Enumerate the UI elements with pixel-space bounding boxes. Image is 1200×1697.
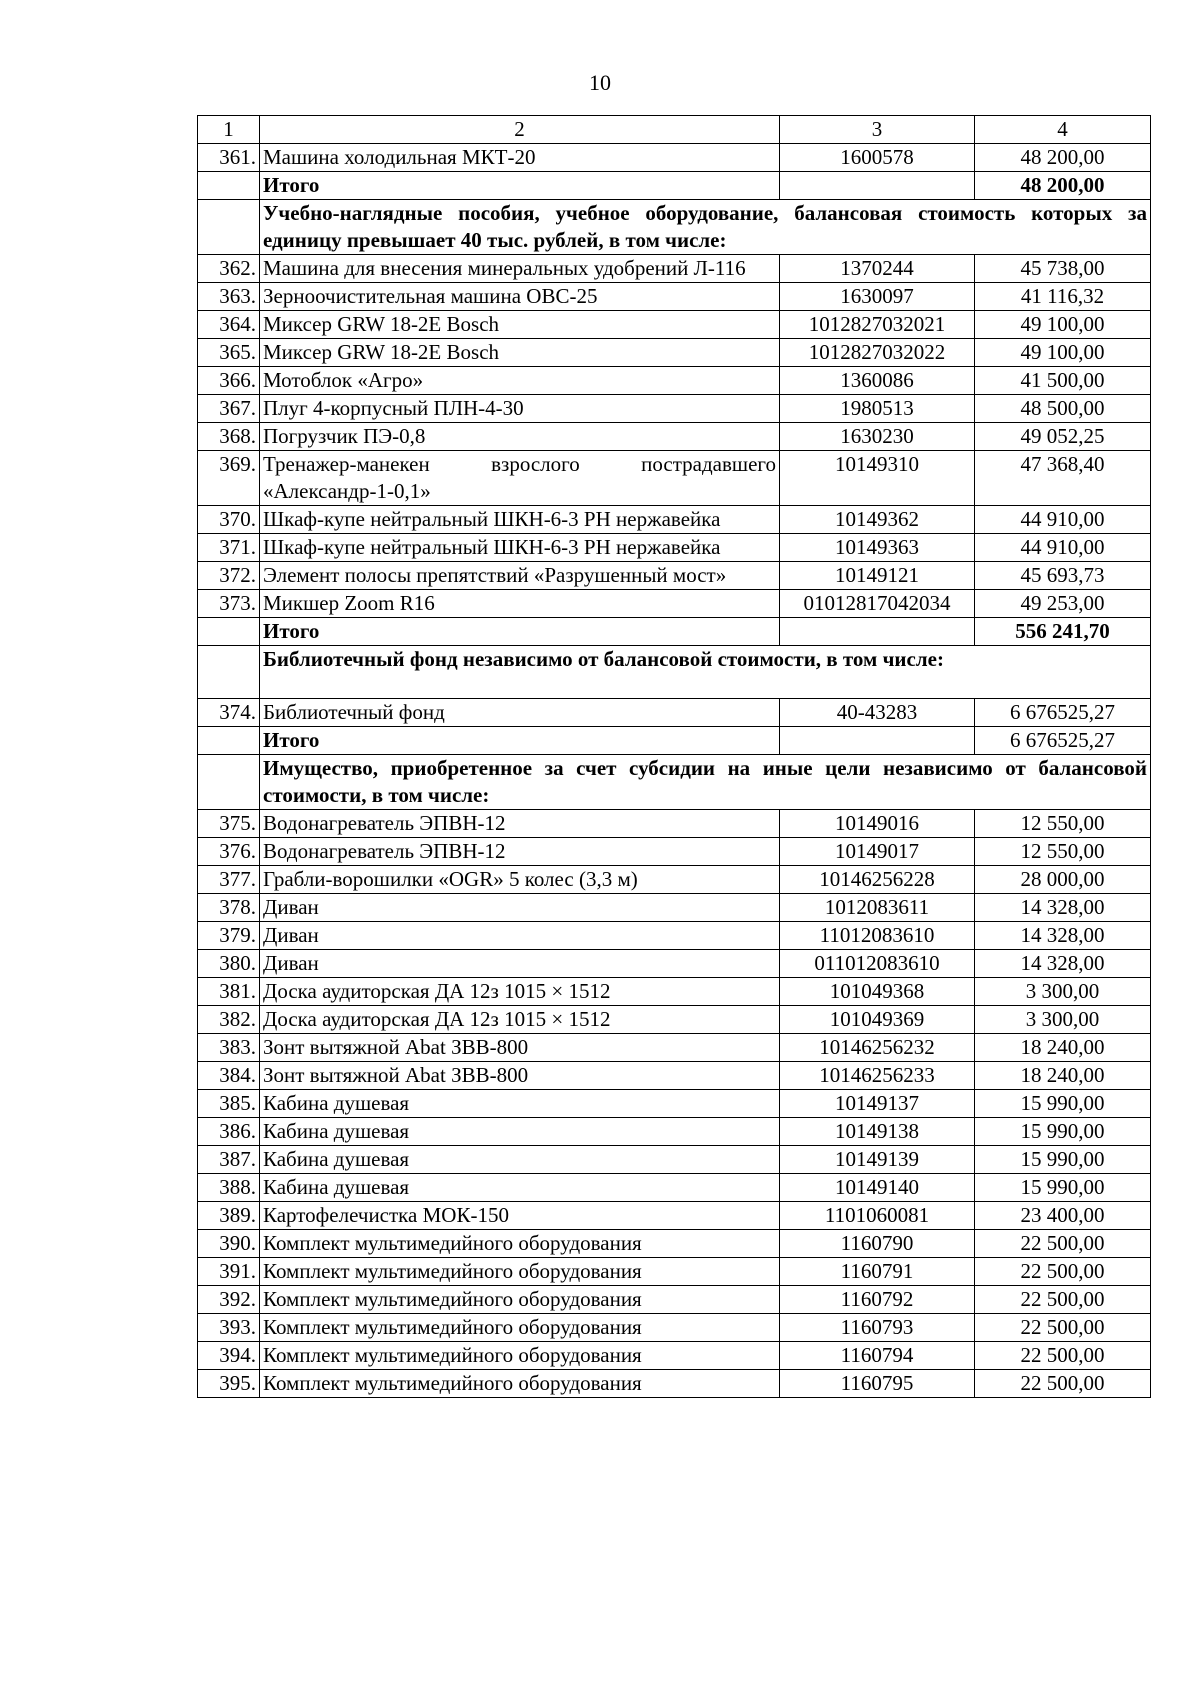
item-name: Комплект мультимедийного оборудования — [260, 1370, 780, 1398]
inventory-code: 10149140 — [780, 1174, 975, 1202]
table-row — [198, 534, 1151, 562]
row-number: 389. — [198, 1202, 260, 1230]
inventory-code: 1630097 — [780, 283, 975, 311]
inventory-code: 1600578 — [780, 144, 975, 172]
total-row — [198, 172, 1151, 200]
item-value: 18 240,00 — [975, 1062, 1151, 1090]
total-number-blank — [198, 727, 260, 755]
inventory-code: 1630230 — [780, 423, 975, 451]
table-row — [198, 866, 1151, 894]
table-row — [198, 1146, 1151, 1174]
inventory-code: 10149362 — [780, 506, 975, 534]
section-number-blank — [198, 646, 260, 699]
item-name: Мотоблок «Агро» — [260, 367, 780, 395]
item-value: 48 500,00 — [975, 395, 1151, 423]
item-name: Доска аудиторская ДА 12з 1015 × 1512 — [260, 978, 780, 1006]
table-row — [198, 144, 1151, 172]
item-name: Машина для внесения минеральных удобрений Л-116 — [260, 255, 780, 283]
item-name: Зерноочистительная машина ОВС-25 — [260, 283, 780, 311]
total-row — [198, 727, 1151, 755]
table-row — [198, 1286, 1151, 1314]
inventory-table-body — [198, 116, 1151, 1398]
item-value: 41 116,32 — [975, 283, 1151, 311]
inventory-code: 1160795 — [780, 1370, 975, 1398]
row-number: 383. — [198, 1034, 260, 1062]
item-value: 22 500,00 — [975, 1342, 1151, 1370]
inventory-code: 1160793 — [780, 1314, 975, 1342]
column-header-3: 3 — [780, 116, 975, 144]
total-code-blank — [780, 172, 975, 200]
row-number: 388. — [198, 1174, 260, 1202]
total-label: Итого — [260, 172, 780, 200]
table-row — [198, 283, 1151, 311]
row-number: 392. — [198, 1286, 260, 1314]
row-number: 368. — [198, 423, 260, 451]
inventory-code: 1160794 — [780, 1342, 975, 1370]
inventory-code: 1160792 — [780, 1286, 975, 1314]
item-value: 15 990,00 — [975, 1174, 1151, 1202]
inventory-code: 10149137 — [780, 1090, 975, 1118]
item-value: 22 500,00 — [975, 1230, 1151, 1258]
row-number: 367. — [198, 395, 260, 423]
table-row — [198, 894, 1151, 922]
section-number-blank — [198, 200, 260, 255]
table-row — [198, 1258, 1151, 1286]
inventory-code: 40-43283 — [780, 699, 975, 727]
section-heading: Имущество, приобретенное за счет субсидии на иные цели независимо от балансовой стоимости, в том числе: — [260, 755, 1151, 810]
item-name: Тренажер-манекен взрослого пострадавшего «Александр-1-0,1» — [260, 451, 780, 506]
row-number: 380. — [198, 950, 260, 978]
table-row — [198, 590, 1151, 618]
inventory-code: 1160791 — [780, 1258, 975, 1286]
inventory-code: 1101060081 — [780, 1202, 975, 1230]
inventory-code: 10149121 — [780, 562, 975, 590]
item-value: 6 676525,27 — [975, 699, 1151, 727]
item-value: 22 500,00 — [975, 1370, 1151, 1398]
item-name: Комплект мультимедийного оборудования — [260, 1286, 780, 1314]
item-value: 22 500,00 — [975, 1314, 1151, 1342]
total-value: 6 676525,27 — [975, 727, 1151, 755]
table-row — [198, 1314, 1151, 1342]
row-number: 371. — [198, 534, 260, 562]
row-number: 370. — [198, 506, 260, 534]
total-label: Итого — [260, 727, 780, 755]
row-number: 390. — [198, 1230, 260, 1258]
item-value: 44 910,00 — [975, 534, 1151, 562]
item-name: Комплект мультимедийного оборудования — [260, 1342, 780, 1370]
inventory-code: 1370244 — [780, 255, 975, 283]
table-row — [198, 311, 1151, 339]
total-label: Итого — [260, 618, 780, 646]
item-name: Комплект мультимедийного оборудования — [260, 1230, 780, 1258]
table-row — [198, 1230, 1151, 1258]
section-heading-row — [198, 755, 1151, 810]
row-number: 375. — [198, 810, 260, 838]
section-heading-row — [198, 646, 1151, 699]
row-number: 362. — [198, 255, 260, 283]
item-value: 45 693,73 — [975, 562, 1151, 590]
inventory-code: 10146256228 — [780, 866, 975, 894]
item-value: 47 368,40 — [975, 451, 1151, 506]
inventory-code: 1012827032021 — [780, 311, 975, 339]
row-number: 386. — [198, 1118, 260, 1146]
item-name: Зонт вытяжной Abat ЗВВ-800 — [260, 1034, 780, 1062]
table-row — [198, 506, 1151, 534]
inventory-code: 1012083611 — [780, 894, 975, 922]
table-row — [198, 367, 1151, 395]
item-name: Кабина душевая — [260, 1118, 780, 1146]
inventory-code: 1012827032022 — [780, 339, 975, 367]
section-number-blank — [198, 755, 260, 810]
inventory-code: 1160790 — [780, 1230, 975, 1258]
item-name: Диван — [260, 950, 780, 978]
table-row — [198, 978, 1151, 1006]
item-value: 41 500,00 — [975, 367, 1151, 395]
inventory-table — [197, 115, 1151, 1398]
total-number-blank — [198, 172, 260, 200]
row-number: 372. — [198, 562, 260, 590]
row-number: 391. — [198, 1258, 260, 1286]
item-name: Кабина душевая — [260, 1090, 780, 1118]
item-name: Зонт вытяжной Abat ЗВВ-800 — [260, 1062, 780, 1090]
item-value: 49 100,00 — [975, 339, 1151, 367]
table-row — [198, 699, 1151, 727]
inventory-code: 10146256232 — [780, 1034, 975, 1062]
row-number: 361. — [198, 144, 260, 172]
item-name: Миксер GRW 18-2E Bosch — [260, 339, 780, 367]
item-value: 14 328,00 — [975, 922, 1151, 950]
row-number: 385. — [198, 1090, 260, 1118]
item-value: 49 052,25 — [975, 423, 1151, 451]
row-number: 377. — [198, 866, 260, 894]
inventory-code: 1360086 — [780, 367, 975, 395]
table-row — [198, 423, 1151, 451]
row-number: 381. — [198, 978, 260, 1006]
item-value: 15 990,00 — [975, 1118, 1151, 1146]
section-heading: Учебно-наглядные пособия, учебное оборудование, балансовая стоимость которых за единицу превышает 40 тыс. рублей, в том числе: — [260, 200, 1151, 255]
table-row — [198, 562, 1151, 590]
item-value: 22 500,00 — [975, 1286, 1151, 1314]
total-code-blank — [780, 727, 975, 755]
table-row — [198, 838, 1151, 866]
item-value: 49 100,00 — [975, 311, 1151, 339]
table-row — [198, 922, 1151, 950]
table-row — [198, 810, 1151, 838]
row-number: 363. — [198, 283, 260, 311]
row-number: 373. — [198, 590, 260, 618]
column-header-1: 1 — [198, 116, 260, 144]
item-value: 18 240,00 — [975, 1034, 1151, 1062]
item-name: Диван — [260, 922, 780, 950]
inventory-code: 101049369 — [780, 1006, 975, 1034]
item-value: 15 990,00 — [975, 1090, 1151, 1118]
item-name: Микшер Zoom R16 — [260, 590, 780, 618]
page-number: 10 — [589, 70, 611, 95]
item-value: 12 550,00 — [975, 838, 1151, 866]
table-row — [198, 451, 1151, 506]
section-heading: Библиотечный фонд независимо от балансовой стоимости, в том числе: — [260, 646, 1151, 699]
table-row — [198, 339, 1151, 367]
item-value: 3 300,00 — [975, 1006, 1151, 1034]
item-name: Шкаф-купе нейтральный ШКН-6-3 РН нержавейка — [260, 506, 780, 534]
inventory-code: 10149363 — [780, 534, 975, 562]
inventory-code: 10149138 — [780, 1118, 975, 1146]
inventory-code: 10149016 — [780, 810, 975, 838]
table-row — [198, 395, 1151, 423]
table-header-row — [198, 116, 1151, 144]
row-number: 369. — [198, 451, 260, 506]
item-name: Грабли-ворошилки «OGR» 5 колес (3,3 м) — [260, 866, 780, 894]
total-value: 48 200,00 — [975, 172, 1151, 200]
item-name: Комплект мультимедийного оборудования — [260, 1258, 780, 1286]
item-name: Картофелечистка МОК-150 — [260, 1202, 780, 1230]
table-row — [198, 950, 1151, 978]
item-value: 48 200,00 — [975, 144, 1151, 172]
inventory-code: 011012083610 — [780, 950, 975, 978]
item-name: Библиотечный фонд — [260, 699, 780, 727]
inventory-code: 1980513 — [780, 395, 975, 423]
item-name: Доска аудиторская ДА 12з 1015 × 1512 — [260, 1006, 780, 1034]
item-name: Машина холодильная МКТ-20 — [260, 144, 780, 172]
row-number: 387. — [198, 1146, 260, 1174]
table-row — [198, 1062, 1151, 1090]
column-header-4: 4 — [975, 116, 1151, 144]
row-number: 378. — [198, 894, 260, 922]
total-code-blank — [780, 618, 975, 646]
item-value: 3 300,00 — [975, 978, 1151, 1006]
total-number-blank — [198, 618, 260, 646]
section-heading-row — [198, 200, 1151, 255]
row-number: 393. — [198, 1314, 260, 1342]
table-row — [198, 1118, 1151, 1146]
table-row — [198, 1090, 1151, 1118]
row-number: 365. — [198, 339, 260, 367]
item-name: Комплект мультимедийного оборудования — [260, 1314, 780, 1342]
inventory-code: 10149017 — [780, 838, 975, 866]
table-row — [198, 1202, 1151, 1230]
row-number: 384. — [198, 1062, 260, 1090]
inventory-code: 10149310 — [780, 451, 975, 506]
item-value: 14 328,00 — [975, 894, 1151, 922]
item-name: Погрузчик ПЭ-0,8 — [260, 423, 780, 451]
inventory-code: 10146256233 — [780, 1062, 975, 1090]
inventory-code: 10149139 — [780, 1146, 975, 1174]
table-row — [198, 1342, 1151, 1370]
row-number: 376. — [198, 838, 260, 866]
item-name: Водонагреватель ЭПВН-12 — [260, 810, 780, 838]
item-value: 45 738,00 — [975, 255, 1151, 283]
item-value: 14 328,00 — [975, 950, 1151, 978]
item-name: Элемент полосы препятствий «Разрушенный мост» — [260, 562, 780, 590]
table-row — [198, 255, 1151, 283]
total-row — [198, 618, 1151, 646]
item-name: Водонагреватель ЭПВН-12 — [260, 838, 780, 866]
item-value: 15 990,00 — [975, 1146, 1151, 1174]
row-number: 379. — [198, 922, 260, 950]
item-name: Шкаф-купе нейтральный ШКН-6-3 РН нержавейка — [260, 534, 780, 562]
table-row — [198, 1370, 1151, 1398]
table-row — [198, 1034, 1151, 1062]
table-row — [198, 1006, 1151, 1034]
row-number: 374. — [198, 699, 260, 727]
inventory-code: 101049368 — [780, 978, 975, 1006]
row-number: 366. — [198, 367, 260, 395]
item-name: Миксер GRW 18-2E Bosch — [260, 311, 780, 339]
item-value: 28 000,00 — [975, 866, 1151, 894]
total-value: 556 241,70 — [975, 618, 1151, 646]
row-number: 382. — [198, 1006, 260, 1034]
item-value: 22 500,00 — [975, 1258, 1151, 1286]
item-value: 23 400,00 — [975, 1202, 1151, 1230]
item-value: 12 550,00 — [975, 810, 1151, 838]
row-number: 394. — [198, 1342, 260, 1370]
column-header-2: 2 — [260, 116, 780, 144]
row-number: 364. — [198, 311, 260, 339]
item-name: Кабина душевая — [260, 1146, 780, 1174]
item-name: Кабина душевая — [260, 1174, 780, 1202]
inventory-code: 01012817042034 — [780, 590, 975, 618]
table-row — [198, 1174, 1151, 1202]
item-name: Диван — [260, 894, 780, 922]
item-value: 49 253,00 — [975, 590, 1151, 618]
inventory-code: 11012083610 — [780, 922, 975, 950]
item-name: Плуг 4-корпусный ПЛН-4-30 — [260, 395, 780, 423]
item-value: 44 910,00 — [975, 506, 1151, 534]
row-number: 395. — [198, 1370, 260, 1398]
